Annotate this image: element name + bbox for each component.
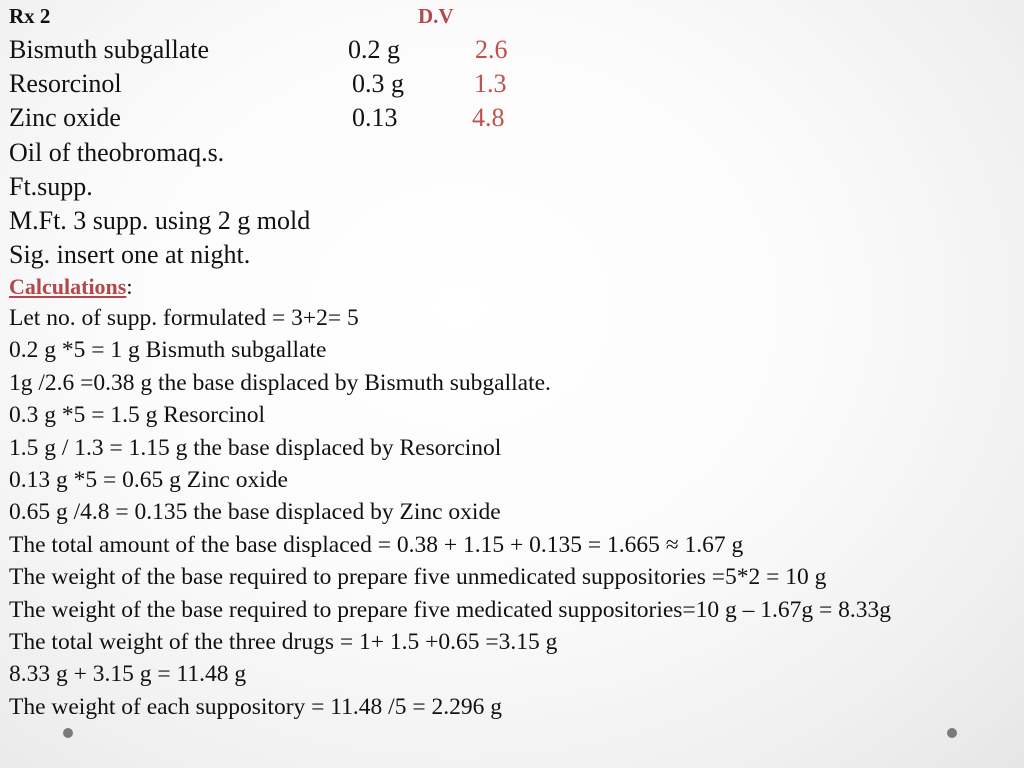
ingredient-dv-bismuth: 2.6 [475, 35, 508, 64]
calculations-colon: : [126, 274, 133, 299]
dv-header: D.V [418, 4, 454, 28]
calculation-line: 0.13 g *5 = 0.65 g Zinc oxide [9, 467, 288, 493]
decorative-dot-left [63, 728, 73, 738]
calculation-line: 0.2 g *5 = 1 g Bismuth subgallate [9, 337, 327, 364]
calculation-line: Let no. of supp. formulated = 3+2= 5 [9, 305, 359, 331]
calculation-line: The weight of each suppository = 11.48 /5 = 2.296 g [9, 693, 502, 720]
instruction-mix: M.Ft. 3 supp. using 2 g mold [9, 206, 311, 235]
ingredient-amount-resorcinol: 0.3 g [352, 69, 404, 98]
calculation-line: 1.5 g / 1.3 = 1.15 g the base displaced by Resorcinol [9, 434, 502, 461]
ingredient-amount-zinc-oxide: 0.13 [352, 103, 398, 132]
calculation-line: 8.33 g + 3.15 g = 11.48 g [9, 661, 247, 688]
decorative-dot-right [947, 728, 957, 738]
ingredient-name-zinc-oxide: Zinc oxide [9, 103, 121, 132]
calculation-line: The weight of the base required to prepare five unmedicated suppositories =5*2 = 10 g [9, 564, 827, 591]
calculation-line: 1g /2.6 =0.38 g the base displaced by Bismuth subgallate. [9, 369, 551, 396]
ingredient-amount-bismuth: 0.2 g [348, 35, 400, 64]
calculation-line: 0.3 g *5 = 1.5 g Resorcinol [9, 402, 266, 429]
calculation-line: The total amount of the base displaced = 0.38 + 1.15 + 0.135 = 1.665 ≈ 1.67 g [9, 531, 744, 558]
calculations-heading: Calculations [9, 274, 127, 299]
instruction-form: Ft.supp. [9, 172, 93, 201]
calculation-line: The total weight of the three drugs = 1+ 1.5 +0.65 =3.15 g [9, 629, 558, 655]
instruction-base: Oil of theobromaq.s. [9, 138, 225, 167]
rx-title: Rx 2 [9, 4, 51, 28]
ingredient-dv-resorcinol: 1.3 [474, 69, 507, 98]
calculation-line: The weight of the base required to prepare five medicated suppositories=10 g – 1.67g = 8.33g [9, 596, 892, 623]
ingredient-name-resorcinol: Resorcinol [9, 69, 122, 98]
calculations-heading-row [9, 276, 132, 298]
calculation-line: 0.65 g /4.8 = 0.135 the base displaced by Zinc oxide [9, 499, 501, 526]
instruction-sig: Sig. insert one at night. [9, 240, 251, 269]
ingredient-dv-zinc-oxide: 4.8 [472, 103, 505, 132]
ingredient-name-bismuth: Bismuth subgallate [9, 35, 210, 64]
